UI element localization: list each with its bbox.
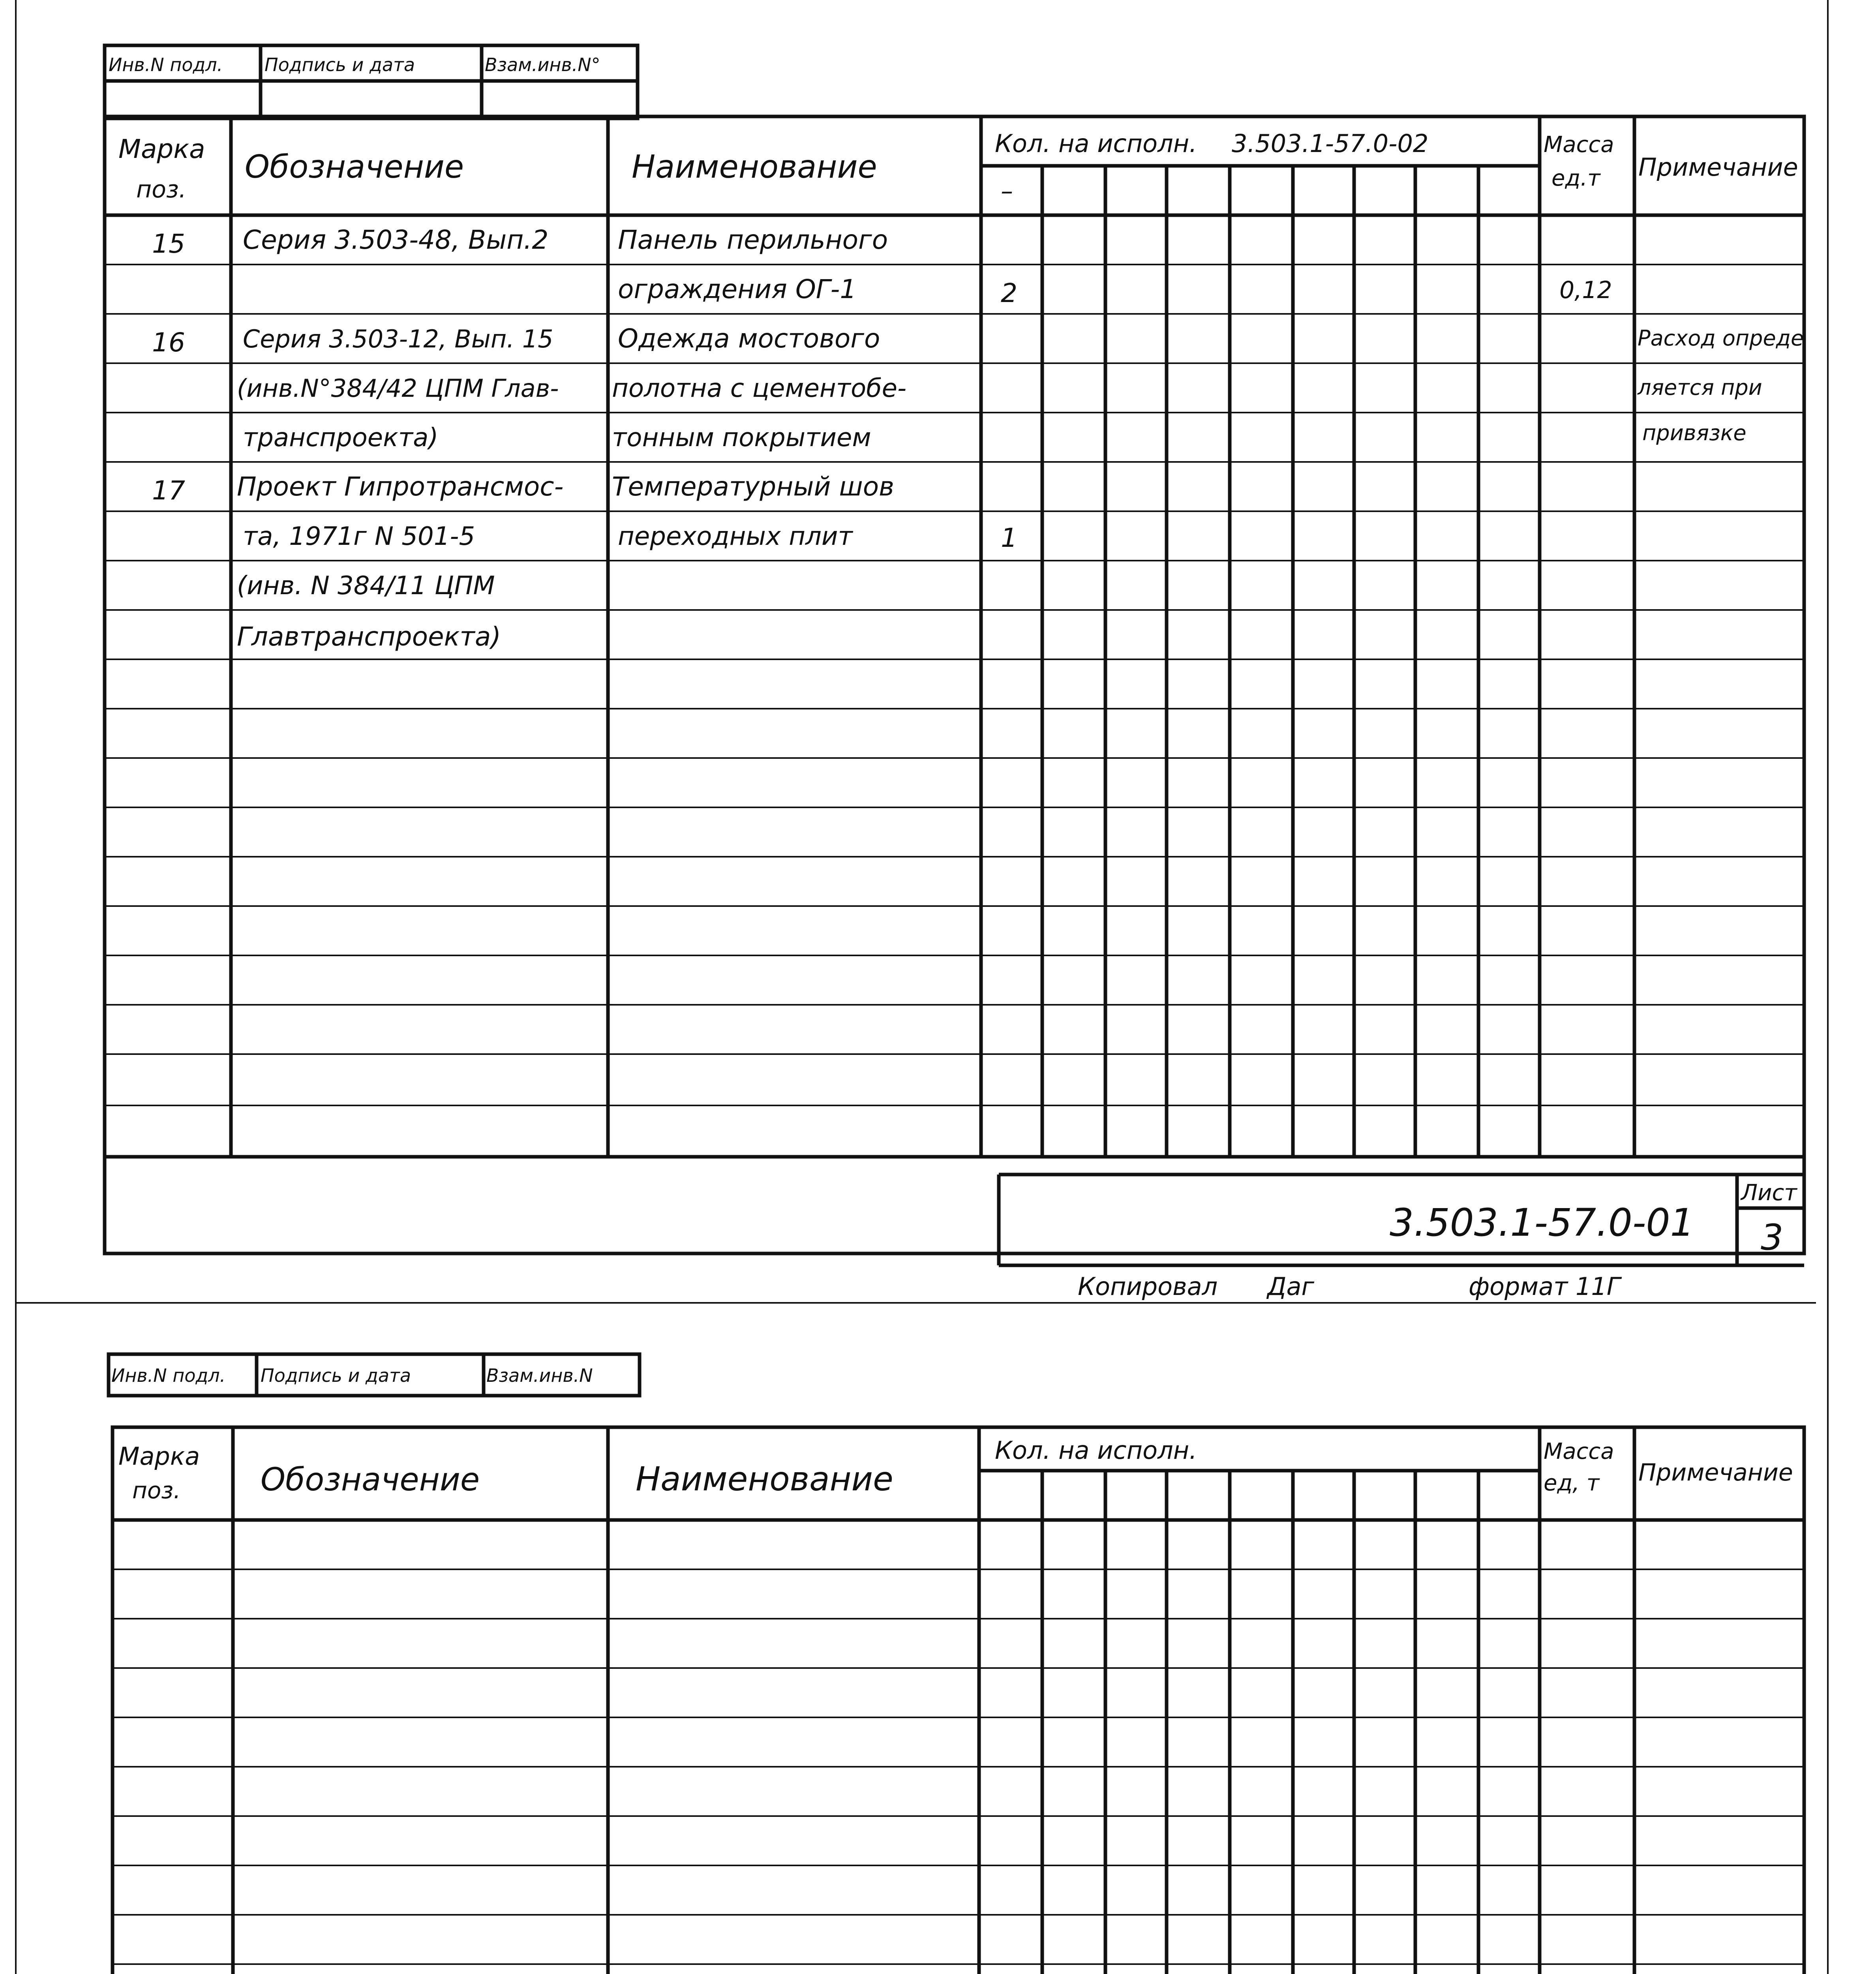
stamp-inv-podl: Инв.N подл.	[111, 1365, 226, 1386]
row-poz: 15	[152, 229, 185, 259]
row-naim: Температурный шов	[612, 471, 895, 502]
row-prim: ляется при	[1638, 375, 1762, 400]
hdr-oboznachenie: Обозначение	[261, 1461, 480, 1498]
hdr-primechanie: Примечание	[1638, 1459, 1793, 1486]
table-row	[152, 323, 1804, 358]
row-massa: 0,12	[1559, 276, 1612, 304]
stamp-inv-podl: Инв.N подл.	[109, 54, 223, 75]
row-oboz: Серия 3.503-12, Вып. 15	[243, 325, 553, 353]
kopiroval-label: Копировал	[1078, 1272, 1218, 1301]
row-oboz: Проект Гипротрансмос-	[237, 471, 564, 502]
row-naim: ограждения ОГ-1	[618, 274, 857, 304]
hdr-massa: Масса	[1544, 132, 1614, 158]
stamp-vzam-inv: Взам.инв.N°	[485, 54, 600, 75]
row-oboz: Главтранспроекта)	[237, 621, 501, 652]
row-oboz: транспроекта)	[243, 423, 439, 452]
hdr-primechanie: Примечание	[1638, 153, 1798, 182]
table-row	[243, 522, 1017, 553]
hdr-ed: ед, т	[1544, 1470, 1600, 1496]
row-oboz: та, 1971г N 501-5	[243, 522, 475, 551]
table-row	[237, 621, 501, 652]
list-number: 3	[1761, 1217, 1784, 1258]
row-oboz: (инв. N 384/11 ЦПМ	[237, 571, 495, 600]
hdr-marka: Марка	[118, 1442, 200, 1471]
top-rows	[152, 225, 1804, 652]
bottom-table-grid	[113, 1427, 1804, 1974]
format-label: формат 11Г	[1469, 1272, 1621, 1301]
table-row	[618, 274, 1612, 308]
row-prim: Расход опреде	[1638, 326, 1804, 351]
top-stamp	[105, 45, 638, 118]
stamp-vzam-inv: Взам.инв.N	[486, 1365, 593, 1386]
hdr-kol: Кол. на исполн.	[995, 129, 1197, 158]
table-row	[243, 420, 1747, 452]
hdr-first-ispoln: –	[1001, 176, 1013, 205]
list-label: Лист	[1741, 1180, 1797, 1206]
row-naim: тонным покрытием	[612, 423, 871, 452]
bottom-sheet	[109, 1354, 1804, 1974]
table-row	[237, 374, 1762, 403]
row-prim: привязке	[1642, 420, 1747, 445]
hdr-oboznachenie: Обозначение	[245, 148, 464, 185]
row-kol: 2	[1001, 278, 1017, 308]
row-oboz: Серия 3.503-48, Вып.2	[243, 225, 549, 255]
bottom-stamp	[109, 1354, 640, 1396]
hdr-poz: поз.	[132, 1477, 181, 1504]
hdr-marka: Марка	[118, 134, 205, 164]
row-poz: 17	[152, 475, 185, 506]
hdr-ed: ед.т	[1551, 165, 1600, 191]
row-poz: 16	[152, 327, 185, 358]
kopiroval-sign: Даг	[1267, 1272, 1315, 1301]
top-table-grid	[105, 116, 1804, 1265]
row-naim: переходных плит	[618, 522, 853, 551]
table-row	[237, 571, 495, 600]
row-kol: 1	[1001, 523, 1017, 553]
top-sheet	[105, 45, 1804, 1301]
hdr-massa: Масса	[1544, 1439, 1614, 1464]
row-naim: полотна с цементобе-	[612, 374, 907, 403]
hdr-naimenovanie: Наименование	[632, 148, 877, 185]
hdr-poz: поз.	[136, 176, 186, 203]
stamp-podpis-data: Подпись и дата	[261, 1365, 411, 1386]
table-row	[152, 471, 894, 506]
row-oboz: (инв.N°384/42 ЦПМ Глав-	[237, 374, 559, 403]
table-row	[152, 225, 888, 259]
row-naim: Одежда мостового	[618, 323, 880, 354]
doc-code: 3.503.1-57.0-01	[1390, 1201, 1694, 1245]
stamp-podpis-data: Подпись и дата	[265, 54, 415, 75]
hdr-kol: Кол. на исполн.	[995, 1436, 1197, 1465]
row-naim: Панель перильного	[618, 225, 888, 255]
hdr-ispoln-code: 3.503.1-57.0-02	[1232, 129, 1429, 158]
hdr-naimenovanie: Наименование	[636, 1460, 893, 1498]
